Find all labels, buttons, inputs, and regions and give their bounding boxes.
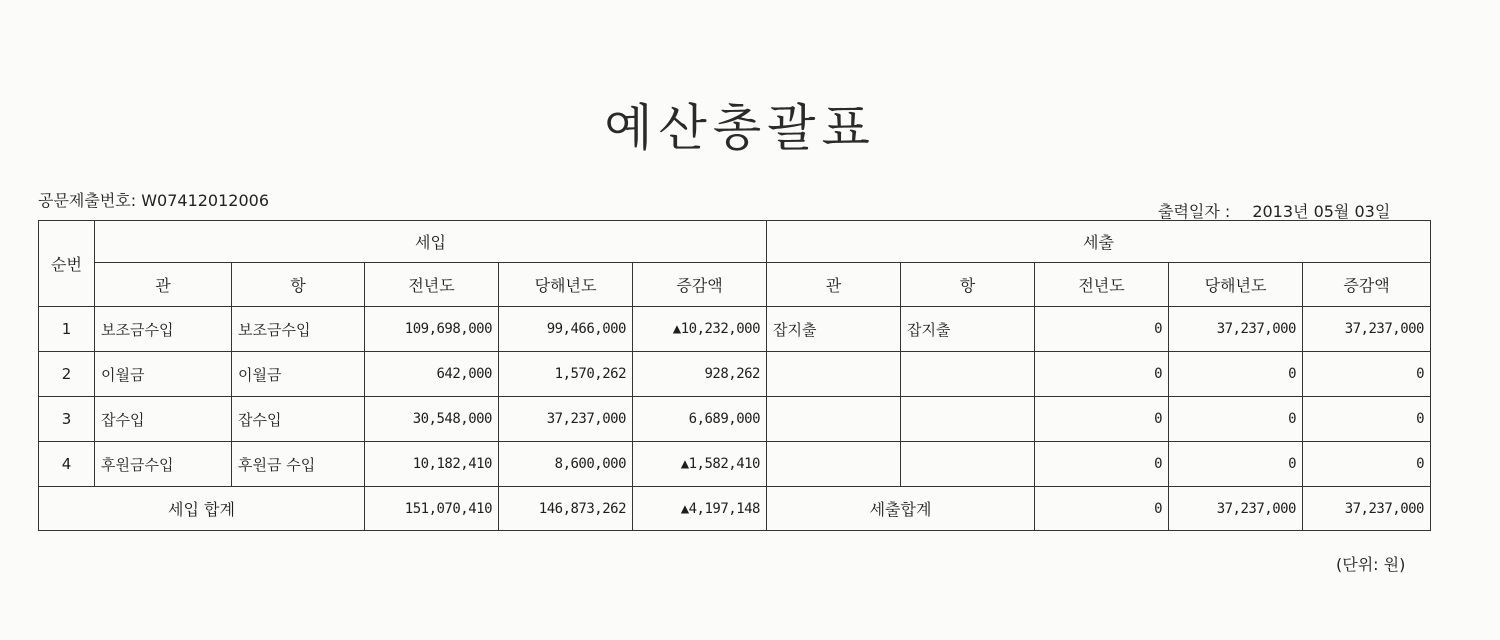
rev-prev-header: 전년도 [365,263,499,307]
rev-total-curr: 146,873,262 [499,487,633,531]
rev-change-cell: ▲10,232,000 [633,307,767,352]
exp-gwan-cell: 잡지출 [767,307,901,352]
exp-total-prev: 0 [1035,487,1169,531]
exp-curr-cell: 0 [1169,397,1303,442]
exp-change-cell: 0 [1303,442,1431,487]
header-row-sub [39,263,1431,307]
budget-summary-table [38,220,1431,531]
exp-curr-cell: 0 [1169,352,1303,397]
exp-total-curr: 37,237,000 [1169,487,1303,531]
rev-curr-cell: 37,237,000 [499,397,633,442]
expenditure-header: 세출 [767,221,1431,263]
rev-prev-cell: 642,000 [365,352,499,397]
rev-gwan-cell: 잡수입 [95,397,232,442]
table-row [39,307,1431,352]
exp-prev-cell: 0 [1035,307,1169,352]
exp-hang-header: 항 [901,263,1035,307]
exp-curr-cell: 0 [1169,442,1303,487]
exp-hang-cell: 잡지출 [901,307,1035,352]
exp-change-cell: 0 [1303,352,1431,397]
table-row [39,442,1431,487]
exp-total-change: 37,237,000 [1303,487,1431,531]
exp-gwan-cell [767,442,901,487]
exp-hang-cell [901,442,1035,487]
exp-total-label: 세출합계 [767,487,1035,531]
rev-hang-cell: 이월금 [232,352,365,397]
rev-change-cell: 6,689,000 [633,397,767,442]
rev-total-label: 세입 합계 [39,487,365,531]
rev-total-change: ▲4,197,148 [633,487,767,531]
row-number: 4 [39,442,95,487]
exp-hang-cell [901,352,1035,397]
exp-prev-cell: 0 [1035,352,1169,397]
rev-hang-cell: 보조금수입 [232,307,365,352]
exp-curr-cell: 37,237,000 [1169,307,1303,352]
row-number: 3 [39,397,95,442]
print-date-value: 2013년 05월 03일 [1252,202,1391,221]
table-row [39,352,1431,397]
exp-prev-cell: 0 [1035,442,1169,487]
rev-hang-header: 항 [232,263,365,307]
rev-gwan-cell: 후원금수입 [95,442,232,487]
totals-row [39,487,1431,531]
rev-hang-cell: 후원금 수입 [232,442,365,487]
rev-prev-cell: 30,548,000 [365,397,499,442]
rev-gwan-cell: 보조금수입 [95,307,232,352]
rev-prev-cell: 10,182,410 [365,442,499,487]
unit-note: (단위: 원) [1336,555,1406,574]
seq-header: 순번 [39,221,95,307]
rev-total-prev: 151,070,410 [365,487,499,531]
exp-hang-cell [901,397,1035,442]
page-title: 예산총괄표 [604,99,876,157]
rev-change-header: 증감액 [633,263,767,307]
revenue-header: 세입 [95,221,767,263]
rev-change-cell: 928,262 [633,352,767,397]
rev-gwan-cell: 이월금 [95,352,232,397]
rev-prev-cell: 109,698,000 [365,307,499,352]
rev-curr-header: 당해년도 [499,263,633,307]
row-number: 2 [39,352,95,397]
rev-curr-cell: 8,600,000 [499,442,633,487]
exp-curr-header: 당해년도 [1169,263,1303,307]
rev-hang-cell: 잡수입 [232,397,365,442]
rev-gwan-header: 관 [95,263,232,307]
print-date [1158,199,1390,222]
exp-change-header: 증감액 [1303,263,1431,307]
print-date-label: 출력일자 : [1158,202,1231,221]
exp-change-cell: 0 [1303,397,1431,442]
rev-curr-cell: 1,570,262 [499,352,633,397]
exp-prev-cell: 0 [1035,397,1169,442]
exp-gwan-cell [767,352,901,397]
row-number: 1 [39,307,95,352]
exp-change-cell: 37,237,000 [1303,307,1431,352]
exp-gwan-header: 관 [767,263,901,307]
table-row [39,397,1431,442]
rev-curr-cell: 99,466,000 [499,307,633,352]
exp-gwan-cell [767,397,901,442]
document-number: 공문제출번호: W07412012006 [38,191,270,210]
rev-change-cell: ▲1,582,410 [633,442,767,487]
header-row-top [39,221,1431,263]
exp-prev-header: 전년도 [1035,263,1169,307]
